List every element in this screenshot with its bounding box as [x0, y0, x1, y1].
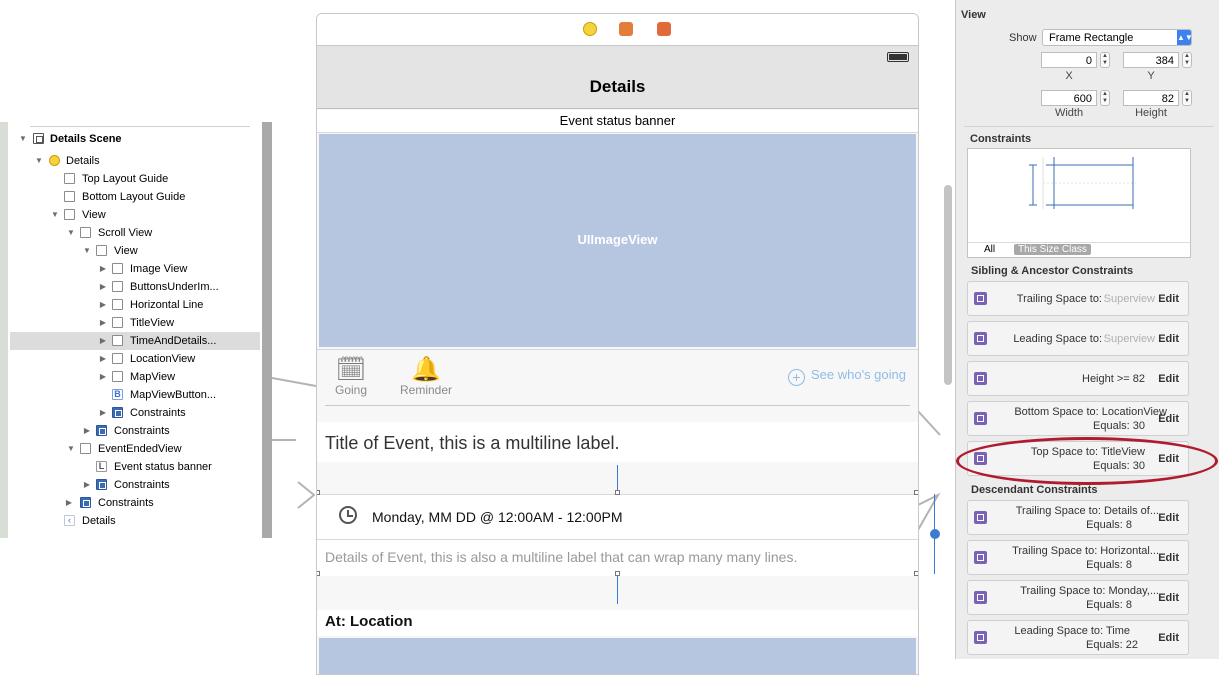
- constraint-row[interactable]: [967, 580, 1189, 615]
- disclosure-triangle-icon[interactable]: ▶: [99, 336, 107, 345]
- constraint-icon: [974, 631, 987, 644]
- exit-icon[interactable]: [657, 22, 671, 36]
- disclosure-triangle-icon[interactable]: ▶: [99, 282, 107, 291]
- scene-device-frame[interactable]: [316, 13, 919, 675]
- first-responder-cube-icon[interactable]: [619, 22, 633, 36]
- constraint-text: Height >= 82: [1082, 373, 1145, 385]
- resize-handle[interactable]: [914, 571, 919, 576]
- outline-label: Details Scene: [50, 133, 122, 145]
- reminder-label: Reminder: [400, 383, 453, 397]
- edit-button[interactable]: Edit: [1158, 552, 1179, 564]
- constraint-target-text: Superview: [1103, 293, 1155, 305]
- outline-label: Bottom Layout Guide: [82, 191, 186, 203]
- y-field[interactable]: 384: [1123, 52, 1179, 68]
- constraint-text: Trailing Space to: Horizontal...: [1012, 545, 1159, 557]
- scene-dock: [317, 14, 918, 46]
- section-view-title: View: [961, 9, 986, 21]
- label-icon: L: [96, 461, 107, 472]
- outline-label: Top Layout Guide: [82, 173, 169, 185]
- height-stepper[interactable]: ▲ ▼: [1182, 90, 1192, 106]
- bell-icon: 🔔: [411, 356, 441, 383]
- constraint-row[interactable]: [967, 401, 1189, 436]
- constraint-row[interactable]: [967, 500, 1189, 535]
- outline-label: Scroll View: [98, 227, 153, 239]
- x-stepper[interactable]: ▲ ▼: [1100, 52, 1110, 68]
- constraint-target: [1104, 333, 1155, 345]
- constraint-row[interactable]: [967, 361, 1189, 396]
- plus-circle-icon: +: [788, 369, 805, 386]
- canvas-scrollbar[interactable]: [944, 185, 952, 385]
- constraint-text: Leading Space to:: [1013, 333, 1102, 345]
- button-icon: B: [112, 389, 123, 400]
- width-field[interactable]: 600: [1041, 90, 1097, 106]
- title-label: Title of Event, this is a multiline label.: [325, 433, 620, 453]
- disclosure-triangle-icon[interactable]: ▶: [99, 408, 107, 417]
- constraint-text: Top Space to: TitleView: [1030, 446, 1145, 458]
- outline-label: Horizontal Line: [130, 299, 204, 311]
- edit-button[interactable]: Edit: [1158, 592, 1179, 604]
- going-label: Going: [335, 383, 368, 397]
- outline-label: Image View: [130, 263, 188, 275]
- constraint-icon: [974, 372, 987, 385]
- event-status-banner[interactable]: Event status banner: [317, 110, 918, 133]
- back-chevron-icon: ‹: [64, 515, 75, 526]
- constraint-icon: [974, 551, 987, 564]
- y-stepper[interactable]: ▲ ▼: [1182, 52, 1192, 68]
- edit-button[interactable]: Edit: [1158, 453, 1179, 465]
- calendar-check-icon: 🗓: [335, 356, 367, 383]
- view-controller-icon[interactable]: [583, 22, 597, 36]
- constraint-row[interactable]: [967, 321, 1189, 356]
- size-inspector: [955, 0, 1219, 659]
- clock-icon: [339, 506, 357, 524]
- tab-all[interactable]: All: [984, 244, 996, 255]
- reminder-button[interactable]: [400, 357, 452, 397]
- x-field[interactable]: 0: [1041, 52, 1097, 68]
- outline-label: LocationView: [130, 353, 196, 365]
- outline-label: TitleView: [130, 317, 175, 329]
- outline-label: MapView: [130, 371, 176, 383]
- details-label: Details of Event, this is also a multiline label that can wrap many many lines.: [325, 549, 798, 565]
- tab-this-size-class[interactable]: This Size Class: [1014, 244, 1091, 255]
- disclosure-triangle-icon[interactable]: ▶: [99, 318, 107, 327]
- constraint-icon: [974, 511, 987, 524]
- location-label: At: Location: [325, 613, 413, 630]
- outline-label: Details: [66, 155, 100, 167]
- outline-label: EventEndedView: [98, 443, 182, 455]
- highlight-ellipse: [956, 437, 1218, 485]
- resize-handle[interactable]: [914, 490, 919, 495]
- show-popup-value: Frame Rectangle: [1049, 32, 1134, 44]
- x-label: X: [1065, 70, 1073, 82]
- divider: [964, 126, 1214, 127]
- disclosure-triangle-icon[interactable]: ▶: [99, 354, 107, 363]
- outline-label: Constraints: [98, 497, 154, 509]
- constraint-icon: [974, 332, 987, 345]
- constraint-text: Trailing Space to:: [1016, 293, 1102, 305]
- width-label: Width: [1054, 107, 1084, 119]
- edit-button[interactable]: Edit: [1158, 293, 1179, 305]
- constraint-icon: [974, 591, 987, 604]
- show-popup[interactable]: [1042, 29, 1192, 46]
- disclosure-triangle-icon[interactable]: ▶: [99, 264, 107, 273]
- disclosure-triangle-icon[interactable]: ▶: [83, 426, 91, 435]
- constraint-text: Bottom Space to: LocationView: [1014, 406, 1167, 418]
- edit-button[interactable]: Edit: [1158, 333, 1179, 345]
- location-view[interactable]: [317, 610, 918, 636]
- going-button[interactable]: [335, 357, 367, 397]
- edit-button[interactable]: Edit: [1158, 512, 1179, 524]
- height-label: Height: [1135, 107, 1167, 119]
- outline-label: TimeAndDetails...: [130, 335, 217, 347]
- outline-label: Details: [82, 515, 116, 527]
- height-field[interactable]: 82: [1123, 90, 1179, 106]
- image-view-label: UIImageView: [577, 232, 658, 247]
- constraints-diagram: [967, 148, 1191, 258]
- constraint-text: Leading Space to: Time: [1014, 625, 1130, 637]
- show-label: Show: [1009, 32, 1037, 44]
- buttons-under-image: [317, 349, 918, 418]
- disclosure-triangle-icon[interactable]: ▶: [99, 300, 107, 309]
- resize-handle[interactable]: [316, 571, 320, 576]
- edit-button[interactable]: Edit: [1158, 373, 1179, 385]
- constraint-equals: Equals: 8: [1086, 519, 1132, 531]
- constraint-equals: Equals: 8: [1086, 599, 1132, 611]
- descendant-constraints-title: Descendant Constraints: [971, 484, 1098, 496]
- bottom-space-constraint-line[interactable]: [617, 576, 618, 604]
- image-view-placeholder[interactable]: [319, 134, 916, 347]
- constraint-row[interactable]: [967, 281, 1189, 316]
- popup-arrows-icon: ▲▼: [1177, 30, 1191, 45]
- top-space-constraint-line[interactable]: [617, 465, 618, 492]
- resize-handle[interactable]: [615, 571, 620, 576]
- battery-icon: [887, 52, 909, 62]
- disclosure-triangle-icon[interactable]: ▼: [19, 134, 27, 143]
- outline-label: ButtonsUnderIm...: [130, 281, 219, 293]
- nav-title: Details: [589, 77, 646, 96]
- outline-label: MapViewButton...: [130, 389, 217, 401]
- constraint-row[interactable]: [967, 540, 1189, 575]
- edit-button[interactable]: Edit: [1158, 632, 1179, 644]
- disclosure-triangle-icon[interactable]: ▼: [67, 444, 75, 453]
- outline-label: Constraints: [114, 479, 170, 491]
- constraint-text: Trailing Space to: Details of...: [1015, 505, 1159, 517]
- see-whos-going-button[interactable]: [788, 367, 906, 386]
- time-label: Monday, MM DD @ 12:00AM - 12:00PM: [372, 509, 623, 525]
- horizontal-line: [325, 405, 910, 406]
- outline-label: Constraints: [114, 425, 170, 437]
- constraint-target: [1104, 293, 1155, 305]
- outline-label: Constraints: [130, 407, 186, 419]
- constraints-tabs: [968, 242, 1190, 257]
- constraint-equals: Equals: 22: [1086, 639, 1138, 651]
- navigation-bar: [317, 46, 918, 109]
- disclosure-triangle-icon[interactable]: ▼: [67, 228, 75, 237]
- constraint-row[interactable]: [967, 620, 1189, 655]
- time-and-details-view[interactable]: [317, 494, 918, 540]
- disclosure-triangle-icon[interactable]: ▼: [35, 156, 43, 165]
- constraint-equals: Equals: 8: [1086, 559, 1132, 571]
- outline-label: View: [114, 245, 138, 257]
- constraints-title: Constraints: [970, 133, 1032, 145]
- edit-button[interactable]: Edit: [1158, 413, 1179, 425]
- constraint-icon: [974, 412, 987, 425]
- resize-handle[interactable]: [615, 490, 620, 495]
- width-stepper[interactable]: ▲ ▼: [1100, 90, 1110, 106]
- disclosure-triangle-icon[interactable]: ▼: [83, 246, 91, 255]
- constraint-equals: Equals: 30: [1093, 460, 1145, 472]
- constraint-text: Trailing Space to: Monday,...: [1020, 585, 1159, 597]
- constraint-icon: [974, 292, 987, 305]
- constraint-badge-icon[interactable]: [930, 529, 940, 539]
- constraint-target-text: Superview: [1103, 333, 1155, 345]
- map-view-placeholder[interactable]: [319, 638, 916, 675]
- outline-label: View: [82, 209, 106, 221]
- outline-label: Event status banner: [114, 461, 212, 473]
- disclosure-triangle-icon[interactable]: ▼: [51, 210, 59, 219]
- see-whos-going-label: See who's going: [811, 367, 906, 382]
- sibling-constraints-title: Sibling & Ancestor Constraints: [971, 265, 1134, 277]
- constraint-equals: Equals: 30: [1093, 420, 1145, 432]
- disclosure-triangle-icon[interactable]: ▶: [99, 372, 107, 381]
- disclosure-triangle-icon[interactable]: ▶: [83, 480, 91, 489]
- disclosure-triangle-icon[interactable]: ▶: [65, 498, 73, 507]
- constraints-diagram-graphic: [968, 149, 1190, 241]
- title-view[interactable]: [317, 422, 918, 462]
- y-label: Y: [1147, 70, 1155, 82]
- resize-handle[interactable]: [316, 490, 320, 495]
